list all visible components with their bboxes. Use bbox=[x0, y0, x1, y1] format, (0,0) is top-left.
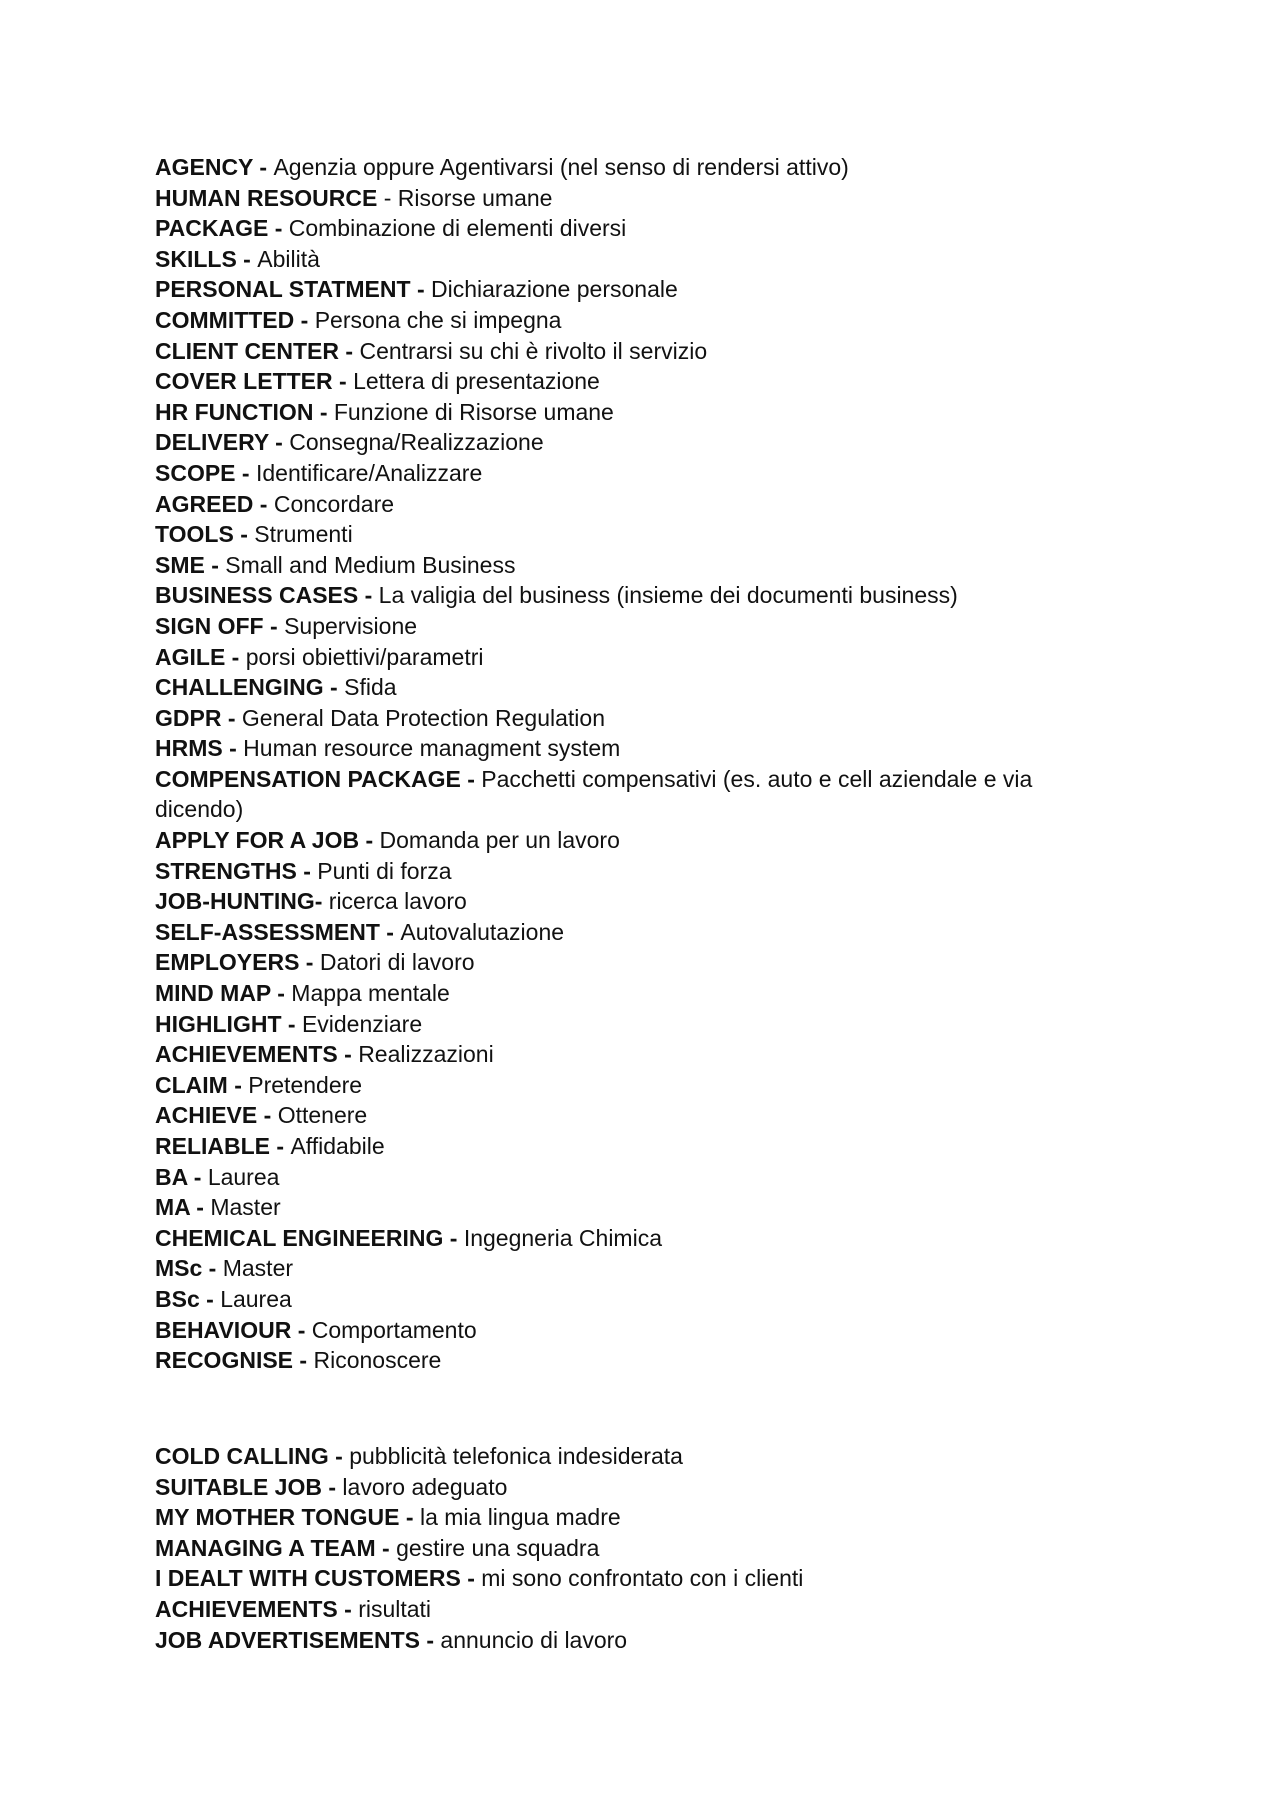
glossary-definition: Pacchetti compensativi (es. auto e cell aziendale e via dicendo) bbox=[155, 765, 1033, 823]
glossary-definition: Human resource managment system bbox=[243, 735, 621, 762]
glossary-entry bbox=[155, 305, 1095, 336]
glossary-entry bbox=[155, 856, 1095, 887]
glossary-term: GDPR - bbox=[155, 704, 242, 731]
glossary-definition: Ingegneria Chimica bbox=[463, 1224, 662, 1251]
glossary-term: CHEMICAL ENGINEERING - bbox=[155, 1224, 464, 1251]
glossary-entry bbox=[155, 152, 1095, 183]
glossary-entry bbox=[155, 1223, 1095, 1254]
glossary-term: SELF-ASSESSMENT - bbox=[155, 918, 401, 945]
glossary-term: ACHIEVEMENTS - bbox=[155, 1595, 359, 1622]
glossary-term: BEHAVIOUR - bbox=[155, 1316, 312, 1343]
glossary-definition: Laurea bbox=[207, 1163, 280, 1190]
glossary-term: HIGHLIGHT - bbox=[155, 1010, 302, 1037]
glossary-entry bbox=[155, 1192, 1095, 1223]
glossary-definition: Domanda per un lavoro bbox=[379, 827, 620, 854]
glossary-list bbox=[155, 152, 1095, 1376]
glossary-entry bbox=[155, 947, 1095, 978]
glossary-term: CLAIM - bbox=[155, 1071, 249, 1098]
glossary-term: AGILE - bbox=[155, 643, 246, 670]
glossary-entry bbox=[155, 580, 1095, 611]
glossary-entry bbox=[155, 1070, 1095, 1101]
glossary-definition: Laurea bbox=[220, 1285, 292, 1312]
glossary-term: MY MOTHER TONGUE - bbox=[155, 1504, 420, 1531]
glossary-entry bbox=[155, 244, 1095, 275]
glossary-entry bbox=[155, 550, 1095, 581]
glossary-term: MSc - bbox=[155, 1255, 223, 1282]
glossary-term: AGENCY - bbox=[155, 154, 274, 180]
glossary-term: SCOPE - bbox=[155, 459, 256, 486]
glossary-definition: Riconoscere bbox=[313, 1347, 442, 1374]
glossary-term: APPLY FOR A JOB - bbox=[155, 827, 380, 854]
glossary-definition: gestire una squadra bbox=[396, 1534, 600, 1561]
glossary-term: ACHIEVE - bbox=[155, 1102, 278, 1129]
glossary-term: AGREED - bbox=[155, 490, 274, 517]
glossary-definition: Consegna/Realizzazione bbox=[289, 429, 544, 456]
glossary-term: RECOGNISE - bbox=[155, 1347, 314, 1374]
glossary-definition: Ottenere bbox=[277, 1102, 368, 1129]
glossary-term: MA - bbox=[155, 1194, 211, 1221]
glossary-definition: pubblicità telefonica indesiderata bbox=[349, 1443, 683, 1469]
glossary-definition: Punti di forza bbox=[317, 857, 452, 884]
glossary-definition: - Risorse umane bbox=[377, 184, 553, 211]
glossary-term: COLD CALLING - bbox=[155, 1443, 350, 1469]
glossary-entry bbox=[155, 1502, 1095, 1533]
glossary-term: EMPLOYERS - bbox=[155, 949, 320, 976]
glossary-definition: Affidabile bbox=[290, 1133, 385, 1159]
glossary-entry bbox=[155, 1284, 1095, 1315]
glossary-entry bbox=[155, 397, 1095, 428]
glossary-term: HR FUNCTION - bbox=[155, 398, 334, 425]
glossary-entry bbox=[155, 183, 1095, 214]
glossary-term: PERSONAL STATMENT - bbox=[155, 276, 431, 303]
glossary-entry bbox=[155, 978, 1095, 1009]
glossary-entry bbox=[155, 886, 1095, 917]
glossary-entry bbox=[155, 703, 1095, 734]
glossary-entry bbox=[155, 1533, 1095, 1564]
glossary-definition: Abilità bbox=[257, 245, 320, 272]
glossary-definition: Sfida bbox=[344, 674, 397, 701]
glossary-term: STRENGTHS - bbox=[155, 857, 318, 884]
glossary-entry bbox=[155, 1162, 1095, 1193]
glossary-entry bbox=[155, 1625, 1095, 1656]
glossary-entry bbox=[155, 917, 1095, 948]
glossary-definition: Concordare bbox=[273, 490, 395, 517]
glossary-definition: Datori di lavoro bbox=[319, 949, 475, 976]
glossary-entry bbox=[155, 489, 1095, 520]
glossary-term: SKILLS - bbox=[155, 245, 258, 272]
glossary-term: JOB-HUNTING- bbox=[155, 888, 329, 915]
glossary-term: MANAGING A TEAM - bbox=[155, 1534, 397, 1561]
glossary-entry bbox=[155, 1039, 1095, 1070]
glossary-term: CHALLENGING - bbox=[155, 674, 345, 701]
glossary-definition: lavoro adeguato bbox=[342, 1473, 508, 1500]
glossary-term: SME - bbox=[155, 551, 226, 578]
glossary-entry bbox=[155, 1345, 1095, 1376]
glossary-definition: la mia lingua madre bbox=[419, 1504, 621, 1531]
glossary-definition: Small and Medium Business bbox=[225, 551, 516, 578]
glossary-term: RELIABLE - bbox=[155, 1133, 291, 1159]
glossary-term: BA - bbox=[155, 1163, 208, 1190]
glossary-entry bbox=[155, 825, 1095, 856]
glossary-entry bbox=[155, 733, 1095, 764]
glossary-entry bbox=[155, 1009, 1095, 1040]
glossary-term: SIGN OFF - bbox=[155, 612, 285, 639]
glossary-entry bbox=[155, 1315, 1095, 1346]
glossary-entry bbox=[155, 1253, 1095, 1284]
glossary-definition: General Data Protection Regulation bbox=[241, 704, 605, 731]
glossary-definition: annuncio di lavoro bbox=[440, 1626, 628, 1653]
glossary-term: MIND MAP - bbox=[155, 980, 292, 1007]
glossary-definition: Comportamento bbox=[311, 1316, 477, 1343]
glossary-entry bbox=[155, 1472, 1095, 1503]
glossary-entry bbox=[155, 642, 1095, 673]
glossary-entry bbox=[155, 1441, 1095, 1472]
glossary-definition: mi sono confrontato con i clienti bbox=[481, 1565, 804, 1592]
glossary-definition: risultati bbox=[358, 1595, 432, 1622]
glossary-entry bbox=[155, 1594, 1095, 1625]
glossary-definition: La valigia del business (insieme dei documenti business) bbox=[378, 582, 958, 609]
glossary-definition: Lettera di presentazione bbox=[353, 368, 600, 395]
glossary-entry bbox=[155, 274, 1095, 305]
glossary-entry bbox=[155, 427, 1095, 458]
glossary-definition: Master bbox=[222, 1255, 294, 1282]
glossary-term: SUITABLE JOB - bbox=[155, 1473, 343, 1500]
glossary-definition: ricerca lavoro bbox=[328, 888, 467, 915]
glossary-term: BSc - bbox=[155, 1285, 221, 1312]
glossary-term: HUMAN RESOURCE bbox=[155, 184, 378, 211]
glossary-term: BUSINESS CASES - bbox=[155, 582, 379, 609]
glossary-term: PACKAGE - bbox=[155, 215, 289, 242]
glossary-definition: Combinazione di elementi diversi bbox=[288, 215, 627, 242]
glossary-definition: Mappa mentale bbox=[291, 980, 450, 1007]
glossary-term: DELIVERY - bbox=[155, 429, 290, 456]
glossary-definition: Dichiarazione personale bbox=[431, 276, 678, 303]
glossary-entry bbox=[155, 458, 1095, 489]
glossary-term: TOOLS - bbox=[155, 521, 255, 548]
glossary-definition: porsi obiettivi/parametri bbox=[245, 643, 484, 670]
glossary-term: COVER LETTER - bbox=[155, 368, 354, 395]
glossary-term: COMMITTED - bbox=[155, 306, 315, 333]
glossary-term: CLIENT CENTER - bbox=[155, 337, 360, 364]
glossary-definition: Autovalutazione bbox=[400, 918, 565, 945]
glossary-definition: Persona che si impegna bbox=[314, 306, 562, 333]
glossary-entry bbox=[155, 336, 1095, 367]
glossary-term: I DEALT WITH CUSTOMERS - bbox=[155, 1565, 482, 1592]
glossary-definition: Centrarsi su chi è rivolto il servizio bbox=[359, 337, 708, 364]
glossary-definition: Pretendere bbox=[248, 1071, 363, 1098]
glossary-entry bbox=[155, 1100, 1095, 1131]
glossary-entry bbox=[155, 366, 1095, 397]
glossary-entry bbox=[155, 519, 1095, 550]
glossary-entry bbox=[155, 1563, 1095, 1594]
glossary-term: COMPENSATION PACKAGE - bbox=[155, 765, 482, 792]
glossary-definition: Identificare/Analizzare bbox=[255, 459, 483, 486]
glossary-entry bbox=[155, 611, 1095, 642]
glossary-definition: Strumenti bbox=[254, 521, 353, 548]
glossary-definition: Master bbox=[210, 1194, 281, 1221]
glossary-definition: Evidenziare bbox=[301, 1010, 423, 1037]
glossary-definition: Agenzia oppure Agentivarsi (nel senso di rendersi attivo) bbox=[273, 154, 849, 180]
glossary-definition: Funzione di Risorse umane bbox=[333, 398, 614, 425]
glossary-list-secondary bbox=[155, 1441, 1095, 1655]
glossary-term: HRMS - bbox=[155, 735, 244, 762]
glossary-entry bbox=[155, 672, 1095, 703]
glossary-entry bbox=[155, 1131, 1095, 1162]
glossary-entry bbox=[155, 764, 1095, 825]
glossary-definition: Realizzazioni bbox=[358, 1041, 494, 1068]
glossary-entry bbox=[155, 213, 1095, 244]
glossary-definition: Supervisione bbox=[284, 612, 418, 639]
glossary-term: ACHIEVEMENTS - bbox=[155, 1041, 359, 1068]
glossary-term: JOB ADVERTISEMENTS - bbox=[155, 1626, 441, 1653]
